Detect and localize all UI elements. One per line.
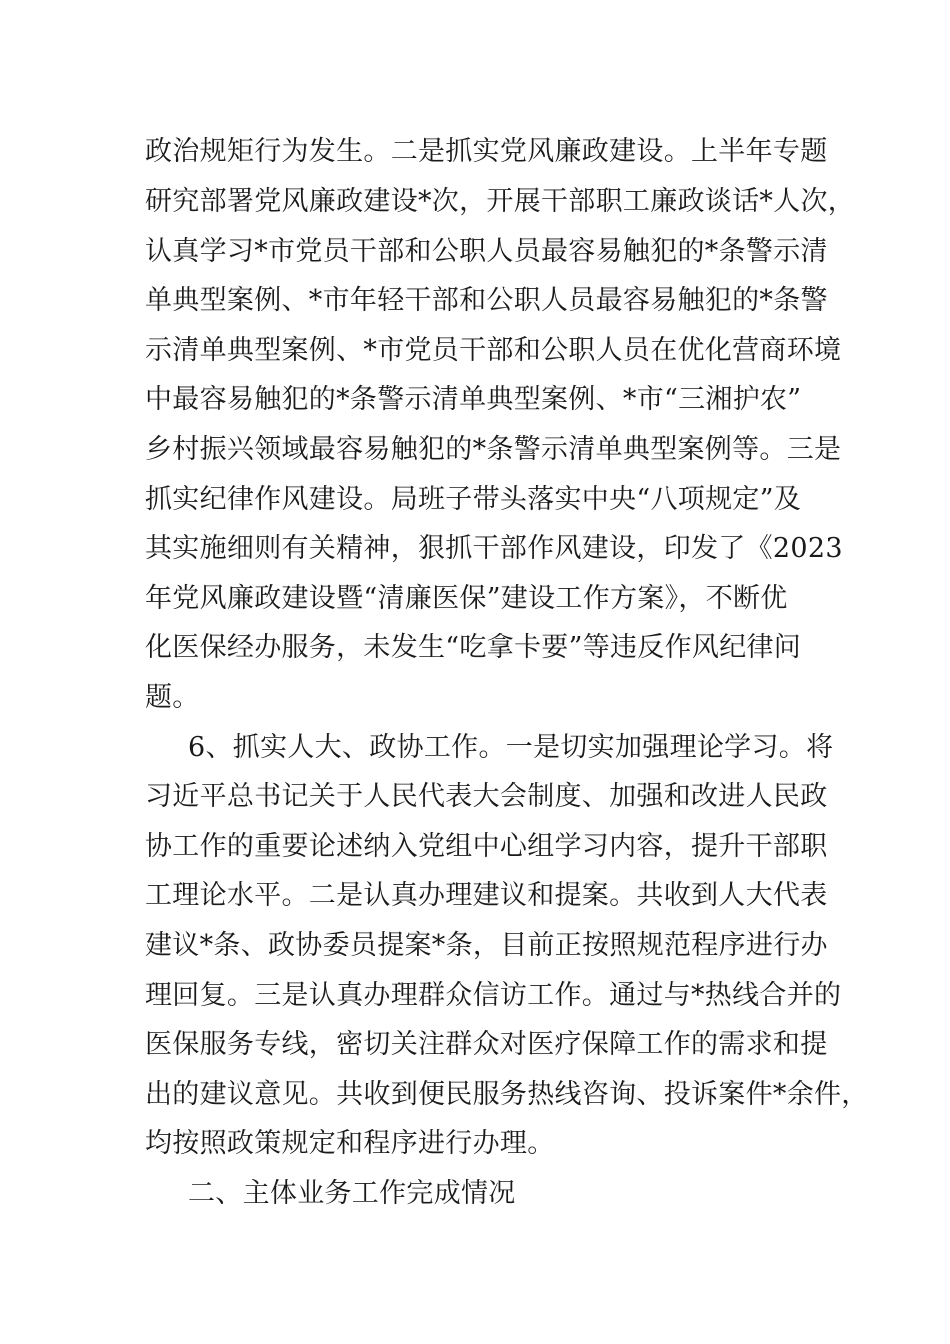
text-line: 抓实纪律作风建设。局班子带头落实中央“八项规定”及 bbox=[145, 484, 802, 515]
text-line: 研究部署党风廉政建设*次，开展干部职工廉政谈话*人次， bbox=[145, 186, 856, 217]
text-line: 中最容易触犯的*条警示清单典型案例、*市“三湘护农” bbox=[145, 384, 802, 415]
text-line: 医保服务专线，密切关注群众对医疗保障工作的需求和提 bbox=[145, 1029, 828, 1060]
text-line: 单典型案例、*市年轻干部和公职人员最容易触犯的*条警 bbox=[145, 285, 828, 316]
text-line: 年党风廉政建设暨“清廉医保”建设工作方案》，不断优 bbox=[145, 583, 788, 614]
text-line: 化医保经办服务，未发生“吃拿卡要”等违反作风纪律问 bbox=[145, 632, 802, 663]
text-line: 政治规矩行为发生。二是抓实党风廉政建设。上半年专题 bbox=[145, 136, 828, 167]
text-line: 工理论水平。二是认真办理建议和提案。共收到人大代表 bbox=[145, 880, 828, 911]
text-line: 示清单典型案例、*市党员干部和公职人员在优化营商环境 bbox=[145, 335, 842, 366]
text-line: 其实施细则有关精神，狠抓干部作风建设，印发了《2023 bbox=[145, 533, 843, 564]
text-line: 协工作的重要论述纳入党组中心组学习内容，提升干部职 bbox=[145, 831, 828, 862]
text-line: 理回复。三是认真办理群众信访工作。通过与*热线合并的 bbox=[145, 980, 842, 1011]
text-line: 建议*条、政协委员提案*条，目前正按照规范程序进行办 bbox=[145, 930, 828, 961]
section-heading: 二、主体业务工作完成情况 bbox=[188, 1178, 516, 1209]
text-line: 题。 bbox=[145, 682, 200, 713]
text-line: 出的建议意见。共收到便民服务热线咨询、投诉案件*余件， bbox=[145, 1079, 869, 1110]
text-line: 均按照政策规定和程序进行办理。 bbox=[145, 1128, 555, 1159]
text-line: 习近平总书记关于人民代表大会制度、加强和改进人民政 bbox=[145, 781, 828, 812]
text-line: 乡村振兴领域最容易触犯的*条警示清单典型案例等。三是 bbox=[145, 434, 842, 465]
paragraph-start-line: 6、抓实人大、政协工作。一是切实加强理论学习。将 bbox=[188, 732, 834, 763]
text-line: 认真学习*市党员干部和公职人员最容易触犯的*条警示清 bbox=[145, 236, 828, 267]
